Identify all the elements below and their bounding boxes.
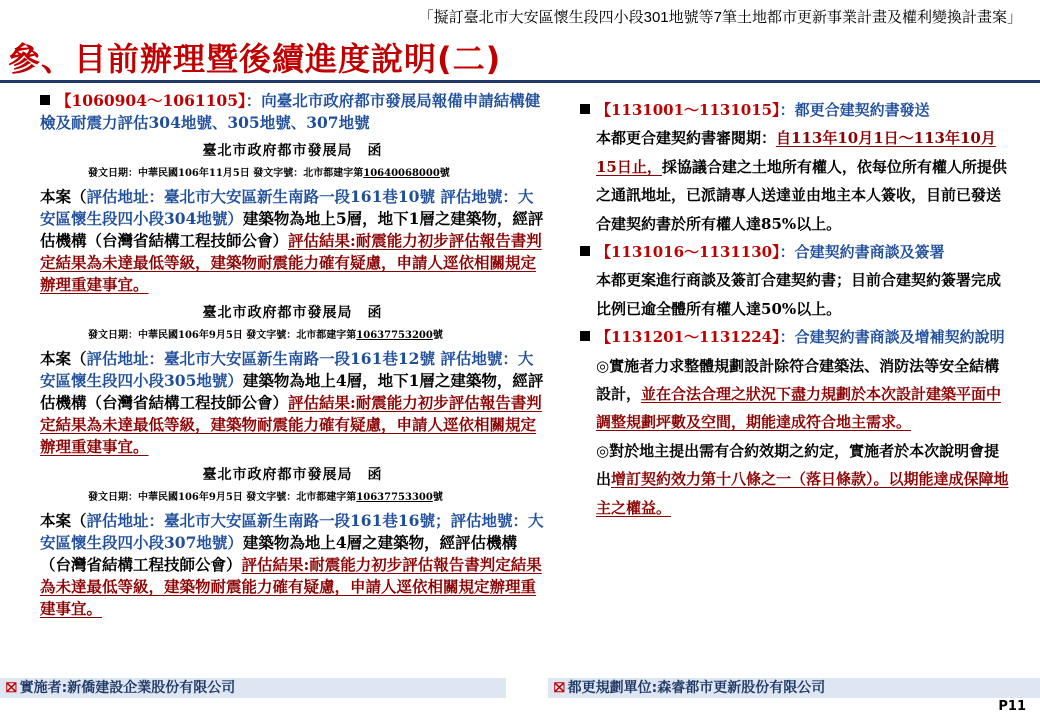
memo-agency: 臺北市政府都市發展局 函 <box>202 143 383 159</box>
page-number: P11 <box>998 699 1026 714</box>
memo-agency: 臺北市政府都市發展局 函 <box>202 467 383 483</box>
slide-title: 參、目前辦理暨後續進度說明(二) <box>8 40 502 78</box>
right-item-highlight: 並在合法合理之狀況下盡力規劃於本次設計建築平面中調整規劃坪數及空間，期能達成符合地主需求。 <box>596 385 1002 432</box>
memo-result-label: 評估結果: <box>288 231 356 250</box>
left-heading-text: ：向臺北市政府都市發展局報備申請結構健檢及耐震力評估304地號、305地號、307地號 <box>40 91 541 132</box>
right-item-body: 本都更案進行商談及簽訂合建契約書；目前合建契約簽署完成比例已逾全體所有權人達50%以上。 <box>596 271 1002 318</box>
right-item <box>580 238 1010 266</box>
right-item-highlight: 增訂契約效力第十八條之一（落日條款）。以期能達成保障地主之權益。 <box>596 470 1009 517</box>
bullet-icon <box>580 246 590 256</box>
bullet-icon <box>580 331 590 341</box>
memo-address: 評估地址：臺北市大安區新生南路一段161巷10號 評估地號：大安區懷生段四小段304地號） <box>40 187 534 228</box>
left-column <box>40 90 545 620</box>
right-item-body: ◎實施者力求整體規劃設計除符合建築法、消防法等安全結構設計，並在合法合理之狀況下盡力規劃於本次設計建築平面中調整規劃坪數及空間，期能達成符合地主需求。 <box>596 356 1002 432</box>
right-item-body: 本都更合建契約書審閱期：自113年10月1日～113年10月15日止，採協議合建之土地所有權人，依每位所有權人所提供之通訊地址，已派請專人送達並由地主本人簽收，目前已發送合建契約書於所有權人達85%以上。 <box>596 129 1007 233</box>
right-item-date: 【1131001～1131015】 <box>596 101 780 119</box>
right-item-date: 【1131201～1131224】 <box>596 328 780 347</box>
right-item-date: 【1131016～1131130】 <box>596 243 780 262</box>
memo-meta: 發文日期：中華民國106年9月5日 發文字號：北市都建字第10637753200號 <box>88 330 443 341</box>
left-heading <box>40 90 545 134</box>
memo-address: 評估地址：臺北市大安區新生南路一段161巷12號 評估地號：大安區懷生段四小段305地號） <box>40 349 534 390</box>
footer-implementer: ⛝ 實施者:新僑建設企業股份有限公司 <box>0 678 506 698</box>
memo-result-label: 評估結果: <box>241 555 310 574</box>
title-divider <box>0 80 1040 83</box>
right-item-title: ：合建契約書商談及增補契約說明 <box>779 328 1005 347</box>
right-item-body: ◎對於地主提出需有合約效期之約定，實施者於本次說明會提出增訂契約效力第十八條之一（落日條款）。以期能達成保障地主之權益。 <box>596 441 1009 517</box>
memo-address: 評估地址：臺北市大安區新生南路一段161巷16號；評估地號：大安區懷生段四小段307地號） <box>40 511 544 552</box>
document-header: 「擬訂臺北市大安區懷生段四小段301地號等7筆土地都市更新事業計畫及權利變換計畫案」 <box>418 9 1022 26</box>
bullet-icon <box>40 95 50 105</box>
right-item-highlight: 自113年10月1日～113年10月15日止， <box>596 129 996 176</box>
right-item <box>580 323 1010 351</box>
right-item-title: ：都更合建契約書發送 <box>779 101 930 119</box>
footer-planner: ⛝ 都更規劃單位:森睿都市更新股份有限公司 <box>548 678 1040 698</box>
memo-paragraph: 本案（評估地址：臺北市大安區新生南路一段161巷16號；評估地號：大安區懷生段四小段307地號）建築物為地上4層之建築物，經評估機構（台灣省結構工程技師公會）評估結果:耐震能力初步評估報告書判定結果為未達最低等級，建築物耐震能力確有疑慮，申請人逕依相關規定辦理重建事宜。 <box>40 511 544 618</box>
memo-result-text: 耐震能力初步評估報告書判定結果為未達最低等級，建築物耐震能力確有疑慮，申請人逕依相關規定辦理重建事宜。 <box>40 393 542 456</box>
memo-agency: 臺北市政府都市發展局 函 <box>202 305 383 321</box>
right-column <box>580 96 1010 522</box>
memo-result-text: 耐震能力初步評估報告書判定結果為未達最低等級，建築物耐震能力確有疑慮，申請人逕依相關規定辦理重建事宜。 <box>40 231 542 294</box>
right-item-title: ：合建契約書商談及簽署 <box>779 243 945 262</box>
memo-paragraph: 本案（評估地址：臺北市大安區新生南路一段161巷12號 評估地號：大安區懷生段四小段305地號）建築物為地上4層，地下1層之建築物，經評估機構（台灣省結構工程技師公會）評估結果:耐震能力初步評估報告書判定結果為未達最低等級，建築物耐震能力確有疑慮，申請人逕依相關規定辦理重建事宜。 <box>40 349 544 456</box>
bullet-icon <box>580 104 590 114</box>
memo-result-label: 評估結果: <box>288 393 356 412</box>
building-mark-icon: ⛝ <box>554 680 565 696</box>
building-mark-icon: ⛝ <box>6 680 17 696</box>
right-item <box>580 96 1010 124</box>
memo-meta: 發文日期：中華民國106年11月5日 發文字號：北市都建字第10640068000號 <box>88 168 450 179</box>
memo-paragraph: 本案（評估地址：臺北市大安區新生南路一段161巷10號 評估地號：大安區懷生段四小段304地號）建築物為地上5層，地下1層之建築物，經評估機構（台灣省結構工程技師公會）評估結果:耐震能力初步評估報告書判定結果為未達最低等級，建築物耐震能力確有疑慮，申請人逕依相關規定辦理重建事宜。 <box>40 187 544 294</box>
memo-result-text: 耐震能力初步評估報告書判定結果為未達最低等級，建築物耐震能力確有疑慮，申請人逕依相關規定辦理重建事宜。 <box>40 555 542 618</box>
left-heading-date: 【1060904～1061105】 <box>56 91 246 110</box>
memo-meta: 發文日期：中華民國106年9月5日 發文字號：北市都建字第10637753300號 <box>88 492 443 503</box>
